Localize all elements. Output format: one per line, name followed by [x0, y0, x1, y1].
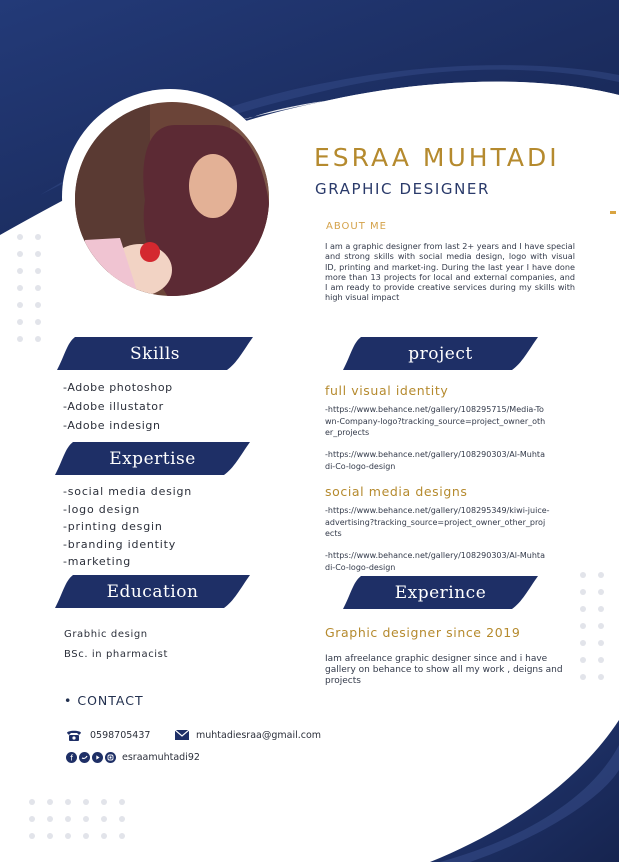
- instagram-icon[interactable]: [105, 752, 116, 763]
- expertise-item: -logo design: [63, 502, 141, 516]
- expertise-item: -printing desgin: [63, 520, 163, 533]
- facebook-icon[interactable]: [66, 752, 77, 763]
- project-link[interactable]: -https://www.behance.net/gallery/108295715/Media-Town-Company-logo?tracking_source=project_owner_other_projects: [325, 405, 546, 437]
- email-address[interactable]: muhtadiesraa@gmail.com: [196, 730, 322, 741]
- expertise-list: [63, 483, 192, 571]
- gold-mark: [610, 211, 616, 214]
- social-icons: [66, 752, 116, 763]
- project-link[interactable]: -https://www.behance.net/gallery/108290303/Al-Muhtadi-Co-logo-design: [325, 450, 545, 471]
- education-heading: Education: [106, 581, 199, 602]
- candidate-name: ESRAA MUHTADI: [314, 143, 560, 172]
- job-title: GRAPHIC DESIGNER: [315, 180, 491, 198]
- dot-grid-right: [580, 572, 604, 680]
- project-group-title: social media designs: [325, 484, 468, 499]
- project-heading: project: [408, 343, 473, 364]
- social-handle[interactable]: esraamuhtadi92: [122, 752, 200, 763]
- skills-heading-pill: [57, 337, 253, 370]
- experience-heading-pill: [343, 576, 538, 609]
- skills-list: [63, 378, 173, 435]
- svg-text:f: f: [70, 753, 73, 763]
- project-link[interactable]: -https://www.behance.net/gallery/108295349/kiwi-juice-advertising?tracking_source=project_owner_other_projects: [325, 506, 550, 538]
- skill-item: -Adobe illustator: [63, 400, 164, 413]
- dot-grid-left: [17, 234, 41, 342]
- about-text: I am a graphic designer from last 2+ years and I have special and strong skills with social media design, logo with visual ID, printing and market-ing. During the last year I have done more than 13 projects for local and external companies, and I am ready to provide creative services during my skills with high visual impact: [325, 241, 575, 303]
- expertise-heading-pill: [55, 442, 250, 475]
- education-heading-pill: [55, 575, 250, 608]
- skill-item: -Adobe indesign: [63, 419, 161, 432]
- expertise-item: -marketing: [63, 555, 132, 568]
- skills-heading: Skills: [130, 343, 180, 364]
- expertise-item: -social media design: [63, 485, 193, 498]
- phone-icon: [66, 729, 82, 742]
- experience-title: Graphic designer since 2019: [325, 625, 521, 640]
- contact-heading: • CONTACT: [64, 693, 144, 708]
- expertise-item: -branding identity: [63, 537, 177, 551]
- project-group-title: full visual identity: [325, 383, 449, 398]
- education-item: Grabhic design: [64, 629, 148, 640]
- experience-text: Iam afreelance graphic designer since and i have gallery on behance to show all my work , deigns and projects: [325, 654, 563, 686]
- twitter-icon[interactable]: [79, 752, 90, 763]
- education-item: BSc. in pharmacist: [64, 649, 169, 660]
- phone-number[interactable]: 0598705437: [90, 730, 151, 741]
- dot-grid-bottom: [29, 799, 125, 839]
- expertise-heading: Expertise: [109, 448, 196, 469]
- experience-heading: Experince: [394, 582, 487, 603]
- youtube-icon[interactable]: [92, 752, 103, 763]
- project-heading-pill: [343, 337, 538, 370]
- email-icon: [175, 730, 189, 740]
- skill-item: -Adobe photoshop: [63, 381, 173, 394]
- about-heading: ABOUT ME: [326, 221, 387, 232]
- project-link[interactable]: -https://www.behance.net/gallery/108290303/Al-Muhtadi-Co-logo-design: [325, 551, 545, 572]
